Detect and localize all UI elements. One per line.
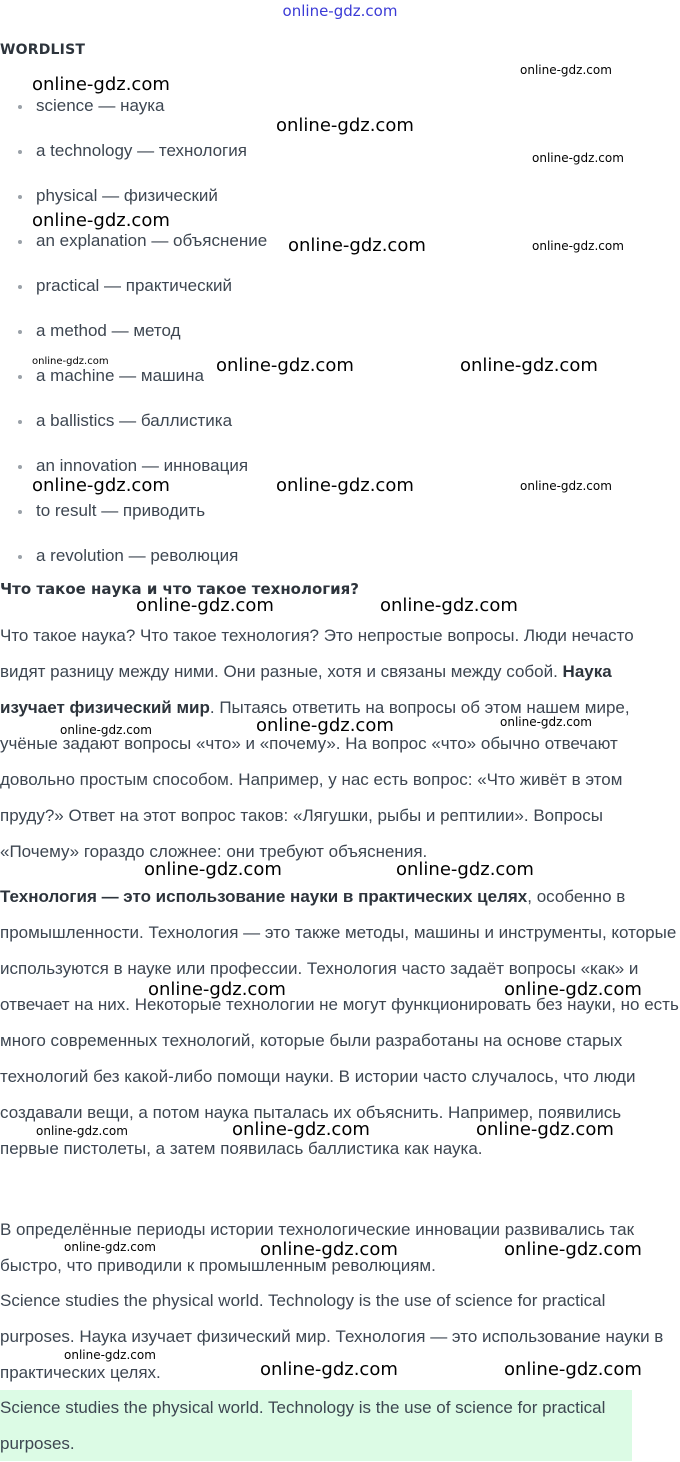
watermark: online-gdz.com: [476, 1119, 614, 1140]
watermark: online-gdz.com: [232, 1119, 370, 1140]
watermark: online-gdz.com: [64, 1348, 156, 1362]
list-item: practical — практический: [0, 274, 267, 319]
list-item: science — наука: [0, 94, 267, 139]
list-item: an explanation — объяснение: [0, 229, 267, 274]
watermark: online-gdz.com: [504, 1359, 642, 1380]
answer-highlight: Science studies the physical world. Technology is the use of science for practical purposes.: [0, 1390, 632, 1461]
watermark: online-gdz.com: [32, 356, 109, 367]
list-item: a machine — машина: [0, 364, 267, 409]
watermark: online-gdz.com: [288, 235, 426, 256]
watermark: online-gdz.com: [504, 979, 642, 1000]
watermark: online-gdz.com: [532, 151, 624, 165]
paragraph-3: В определённые периоды истории технологические инновации развивались так быстро, что приводили к промышленным революциям.: [0, 1220, 635, 1275]
bullet-icon: [18, 150, 22, 154]
bullet-icon: [18, 285, 22, 289]
watermark: online-gdz.com: [276, 475, 414, 496]
watermark: online-gdz.com: [520, 479, 612, 493]
watermark: online-gdz.com: [136, 595, 274, 616]
paragraph-1: Что такое наука? Что такое технология? Это непростые вопросы. Люди нечасто видят разницу между ними. Они разные, хотя и связаны между собой. Наука изучает физический мир. Пытаясь ответить на вопросы об этом нашем мире, учёные задают вопросы «что» и «почему». На вопрос «что» обычно отвечают довольно простым способом. Например, у нас есть вопрос: «Что живёт в этом пруду?» Ответ на этот вопрос таков: «Лягушки, рыбы и рептилии». Вопросы «Почему» гораздо сложнее: они требуют объяснения.: [0, 626, 634, 861]
watermark: online-gdz.com: [276, 115, 414, 136]
watermark: online-gdz.com: [500, 715, 592, 729]
watermark: online-gdz.com: [396, 859, 534, 880]
list-item: a method — метод: [0, 319, 267, 364]
bullet-icon: [18, 465, 22, 469]
bullet-icon: [18, 195, 22, 199]
bullet-icon: [18, 510, 22, 514]
watermark: online-gdz.com: [216, 355, 354, 376]
list-item: to result — приводить: [0, 499, 267, 544]
watermark: online-gdz.com: [60, 723, 152, 737]
watermark: online-gdz.com: [64, 1240, 156, 1254]
watermark: online-gdz.com: [504, 1239, 642, 1260]
list-item: physical — физический: [0, 184, 267, 229]
wordlist: [0, 94, 267, 589]
watermark: online-gdz.com: [260, 1239, 398, 1260]
bullet-icon: [18, 105, 22, 109]
watermark: online-gdz.com: [380, 595, 518, 616]
bullet-icon: [18, 375, 22, 379]
watermark: online-gdz.com: [260, 1359, 398, 1380]
list-item: a revolution — революция: [0, 544, 267, 589]
list-item: a ballistics — баллистика: [0, 409, 267, 454]
watermark: online-gdz.com: [532, 239, 624, 253]
bullet-icon: [18, 240, 22, 244]
watermark: online-gdz.com: [32, 74, 170, 95]
article-subheading: Что такое наука и что такое технология?: [0, 580, 359, 598]
list-item: a technology — технология: [0, 139, 267, 184]
watermark: online-gdz.com: [36, 1124, 128, 1138]
watermark: online-gdz.com: [144, 859, 282, 880]
bullet-icon: [18, 555, 22, 559]
wordlist-heading: WORDLIST: [0, 42, 86, 58]
watermark: online-gdz.com: [460, 355, 598, 376]
paragraph-2: Технология — это использование науки в практических целях, особенно в промышленности. Технология — это также методы, машины и инструменты, которые используются в науке или профессии. Технология часто задаёт вопросы «как» и отвечает на них. Некоторые технологии не могут функционировать без науки, но есть много современных технологий, которые были разработаны на основе старых технологий без какой-либо помощи науки. В истории часто случалось, что люди создавали вещи, а потом наука пыталась их объяснить. Например, появились первые пистолеты, а затем появилась баллистика как наука.: [0, 887, 679, 1158]
watermark: online-gdz.com: [148, 979, 286, 1000]
site-link[interactable]: online-gdz.com: [282, 2, 398, 20]
watermark: online-gdz.com: [32, 210, 170, 231]
paragraph-4: Science studies the physical world. Technology is the use of science for practical purposes. Наука изучает физический мир. Технология — это использование науки в практических целях.: [0, 1291, 664, 1382]
bullet-icon: [18, 330, 22, 334]
list-item: an innovation — инновация: [0, 454, 267, 499]
watermark: online-gdz.com: [256, 715, 394, 736]
watermark: online-gdz.com: [32, 475, 170, 496]
watermark: online-gdz.com: [520, 63, 612, 77]
bullet-icon: [18, 420, 22, 424]
